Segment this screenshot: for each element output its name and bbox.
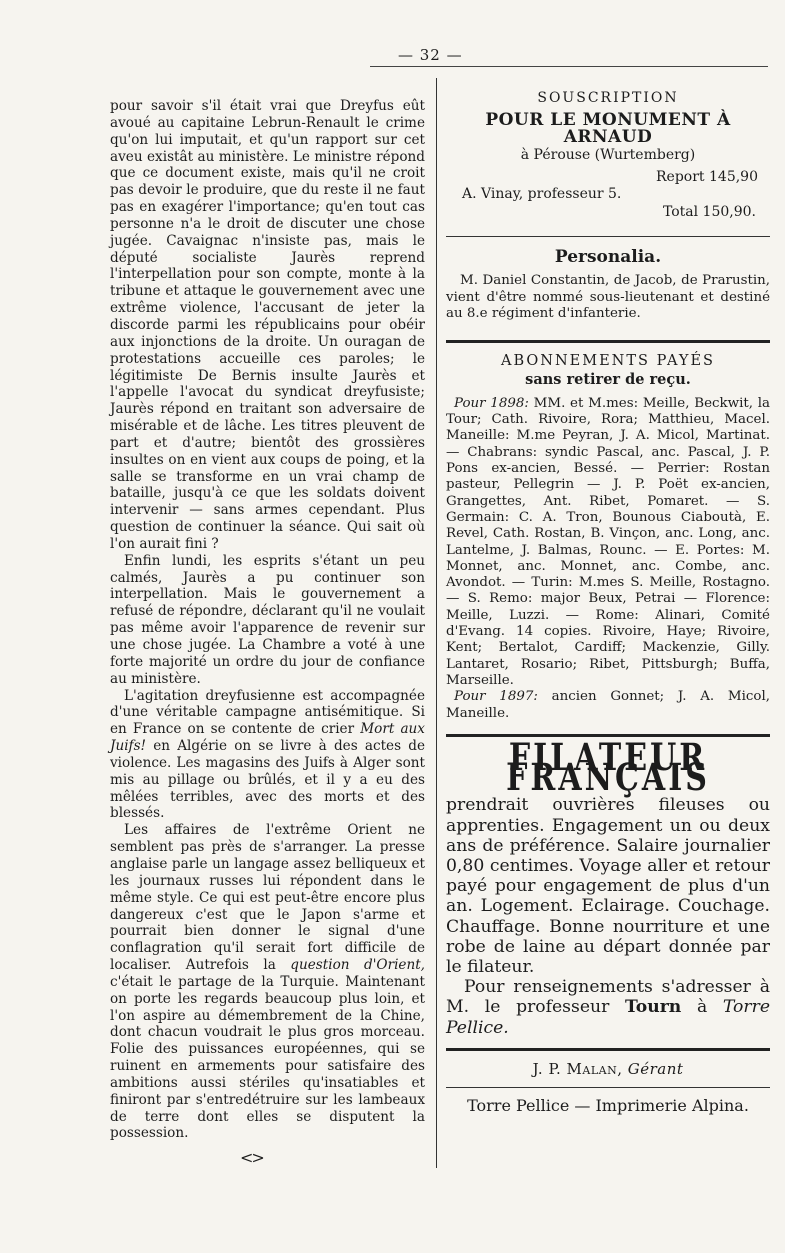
souscription-heading: SOUSCRIPTION xyxy=(537,90,679,106)
souscription-location: à Pérouse (Wurtemberg) xyxy=(520,146,696,163)
column-divider xyxy=(436,78,437,1168)
article-text: c'était le partage de la Turquie. Maintenant on porte les regards beaucoup plus loin, et l'on aspire au démembrement de la Chine, dont chacun voudrait le plus gros morceau. Folie des puissances européennes, qui se ruinent en armements pour satisfaire des ambitions aussi stériles qu'insatiables et finiront par s'entredétruire sur les lambeaux de terre dont elles se disputent la possession. xyxy=(110,973,425,1142)
personalia-text: M. Daniel Constantin, de Jacob, de Prarustin, vient d'être nommé sous-lieutenant et destiné au 8.e régiment d'infanterie. xyxy=(446,273,770,321)
contact-text: à xyxy=(696,997,708,1018)
section-divider xyxy=(446,236,770,237)
gerant-role: Gérant xyxy=(627,1059,684,1078)
monument-title: POUR LE MONUMENT À ARNAUD xyxy=(485,110,731,147)
contact-text: Pour renseignements s'adresser à M. le professeur xyxy=(446,977,770,1018)
gerant-name: J. P. Malan, xyxy=(532,1059,623,1078)
contact-place: Torre Pellice. xyxy=(446,997,771,1038)
souscription-section xyxy=(446,90,770,220)
report-amount: Report 145,90 xyxy=(656,169,758,186)
abonnements-year-1897 xyxy=(446,689,770,722)
article-emphasis: Mort aux Juifs! xyxy=(110,721,425,755)
filateur-advert xyxy=(446,736,771,1038)
article-paragraph xyxy=(110,688,425,823)
page-number: — 32 — xyxy=(398,46,463,64)
right-column xyxy=(446,90,770,1114)
end-ornament: <> xyxy=(240,1148,263,1167)
abonnements-list xyxy=(446,396,770,722)
gerant-line xyxy=(446,1061,770,1077)
total-amount: Total 150,90. xyxy=(662,203,756,220)
article-paragraph: pour savoir s'il était vrai que Dreyfus eût avoué au capitaine Lebrun-Renault le crime qu'on lui imputait, et qu'un rapport sur cet aveu existât au ministère. Le ministre répond que ce document existe, mais qu'il ne croit pas devoir le produire, que du reste il ne faut pas en exagérer l'importance; qu'en tout cas personne n'a le droit de discuter une chose jugée. Cavaignac n'insiste pas, mais le député socialiste Jaurès reprend l'interpellation pour son compte, monte à la tribune et attaque le gouvernement avec une extrême violence, l'accusant de jeter la discorde parmi les républicains pour obéir aux injonctions de la droite. Un ouragan de protestations accueille ces paroles; le légitimiste De Bernis insulte Jaurès et l'appelle l'avocat du syndicat dreyfusiste; Jaurès répond en traitant son adversaire de misérable et de lâche. Les titres pleuvent de part et d'autre; bientôt des grossières insultes on en vient aux coups de poing, et la salle se transforme en un vrai champ de bataille, jusqu'à ce que les soldats doivent intervenir — sans armes cependant. Plus question de continuer la séance. Qui sait où l'on aurait fini ? xyxy=(110,98,425,552)
left-column xyxy=(110,98,425,1142)
filateur-offer: prendrait ouvrières fileuses ou apprenties. Engagement un ou deux ans de préférence. Salaire journalier 0,80 centimes. Voyage aller et retour payé pour engagement de plus d'un an. Logement. Eclairage. Couchage. Chauffage. Bonne nourriture et une robe de laine au départ donnée par le filateur. xyxy=(446,795,770,978)
article-text: en Algérie on se livre à des actes de violence. Les magasins des Juifs à Alger sont mis au pillage ou brûlés, et il y a eu des mêlées terribles, avec des morts et des blessés. xyxy=(110,738,426,822)
filateur-body xyxy=(446,795,770,1037)
section-divider xyxy=(446,1048,770,1051)
contact-name: Tourn xyxy=(624,997,682,1018)
abonnements-year-1898 xyxy=(446,396,770,689)
personalia-heading: Personalia. xyxy=(554,247,662,268)
subscriber-names: MM. et M.mes: Meille, Beckwit, la Tour; Cath. Rivoire, Rora; Matthieu, Macel. Maneille: M.me Peyran, J. A. Micol, Martinat. — Chabrans: syndic Pascal, anc. Pascal, J. P. Pons ex-ancien, Bessé. — Perrier: Rostan pasteur, Pellegrin — J. P. Poët ex-ancien, Grangettes, Ant. Ribet, Pomaret. — S. Germain: C. A. Tron, Bounous Ciaboutà, E. Revel, Cath. Rostan, B. Vinçon, anc. Long, anc. Lantelme, J. Balmas, Rounc. — E. Portes: M. Monnet, anc. Monnet, anc. Combe, anc. Avondot. — Turin: M.mes S. Meille, Rostagno. — S. Remo: major Beux, Petrai — Florence: Meille, Luzzi. — Rome: Alinari, Comité d'Evang. 14 copies. Rivoire, Haye; Rivoire, Kent; Bertalot, Cardiff; Mackenzie, Gilly. Lantaret, Rosario; Ribet, Pittsburgh; Buffa, Marseille. xyxy=(446,395,770,688)
article-emphasis: question d'Orient, xyxy=(290,957,426,974)
article-paragraph xyxy=(110,822,425,1142)
year-label: Pour 1897: xyxy=(454,689,538,705)
section-divider xyxy=(446,340,770,343)
subscriber-names: ancien Gonnet; J. A. Micol, Maneille. xyxy=(446,689,770,721)
article-paragraph: Enfin lundi, les esprits s'étant un peu calmés, Jaurès a pu continuer son interpellation. Mais le gouvernement a refusé de répondre, déclarant qu'il ne voulait pas même avoir l'apparence de revenir sur une chose jugée. La Chambre a voté à une forte majorité un ordre du jour de confiance au ministère. xyxy=(110,552,425,687)
year-label: Pour 1898: xyxy=(454,395,529,411)
filateur-title: FILATEUR FRANÇAIS xyxy=(506,736,710,801)
article-text: Les affaires de l'extrême Orient ne semblent pas près de s'arranger. La presse anglaise parle un langage assez belliqueux et les journaux russes lui répondent dans le même style. Ce qui est peut-être encore plus dangereux c'est que le Japon s'arme et pourrait bien donner le signal d'une conflagration qu'il serait fort difficile de localiser. Autrefois la xyxy=(110,822,425,974)
abonnements-subheading: sans retirer de reçu. xyxy=(525,370,691,388)
printer-line: Torre Pellice — Imprimerie Alpina. xyxy=(467,1096,749,1116)
filateur-contact xyxy=(446,977,770,1038)
section-divider xyxy=(446,1087,770,1088)
abonnements-heading: ABONNEMENTS PAYÉS xyxy=(501,353,715,370)
personalia-section xyxy=(446,249,770,322)
abonnements-section xyxy=(446,353,770,722)
article-text: L'agitation dreyfusienne est accompagnée d'une véritable campagne antisémitique. Si en France on se contente de crier xyxy=(110,687,425,738)
header-rule xyxy=(370,66,768,67)
contributor-line: A. Vinay, professeur 5. xyxy=(462,186,622,203)
